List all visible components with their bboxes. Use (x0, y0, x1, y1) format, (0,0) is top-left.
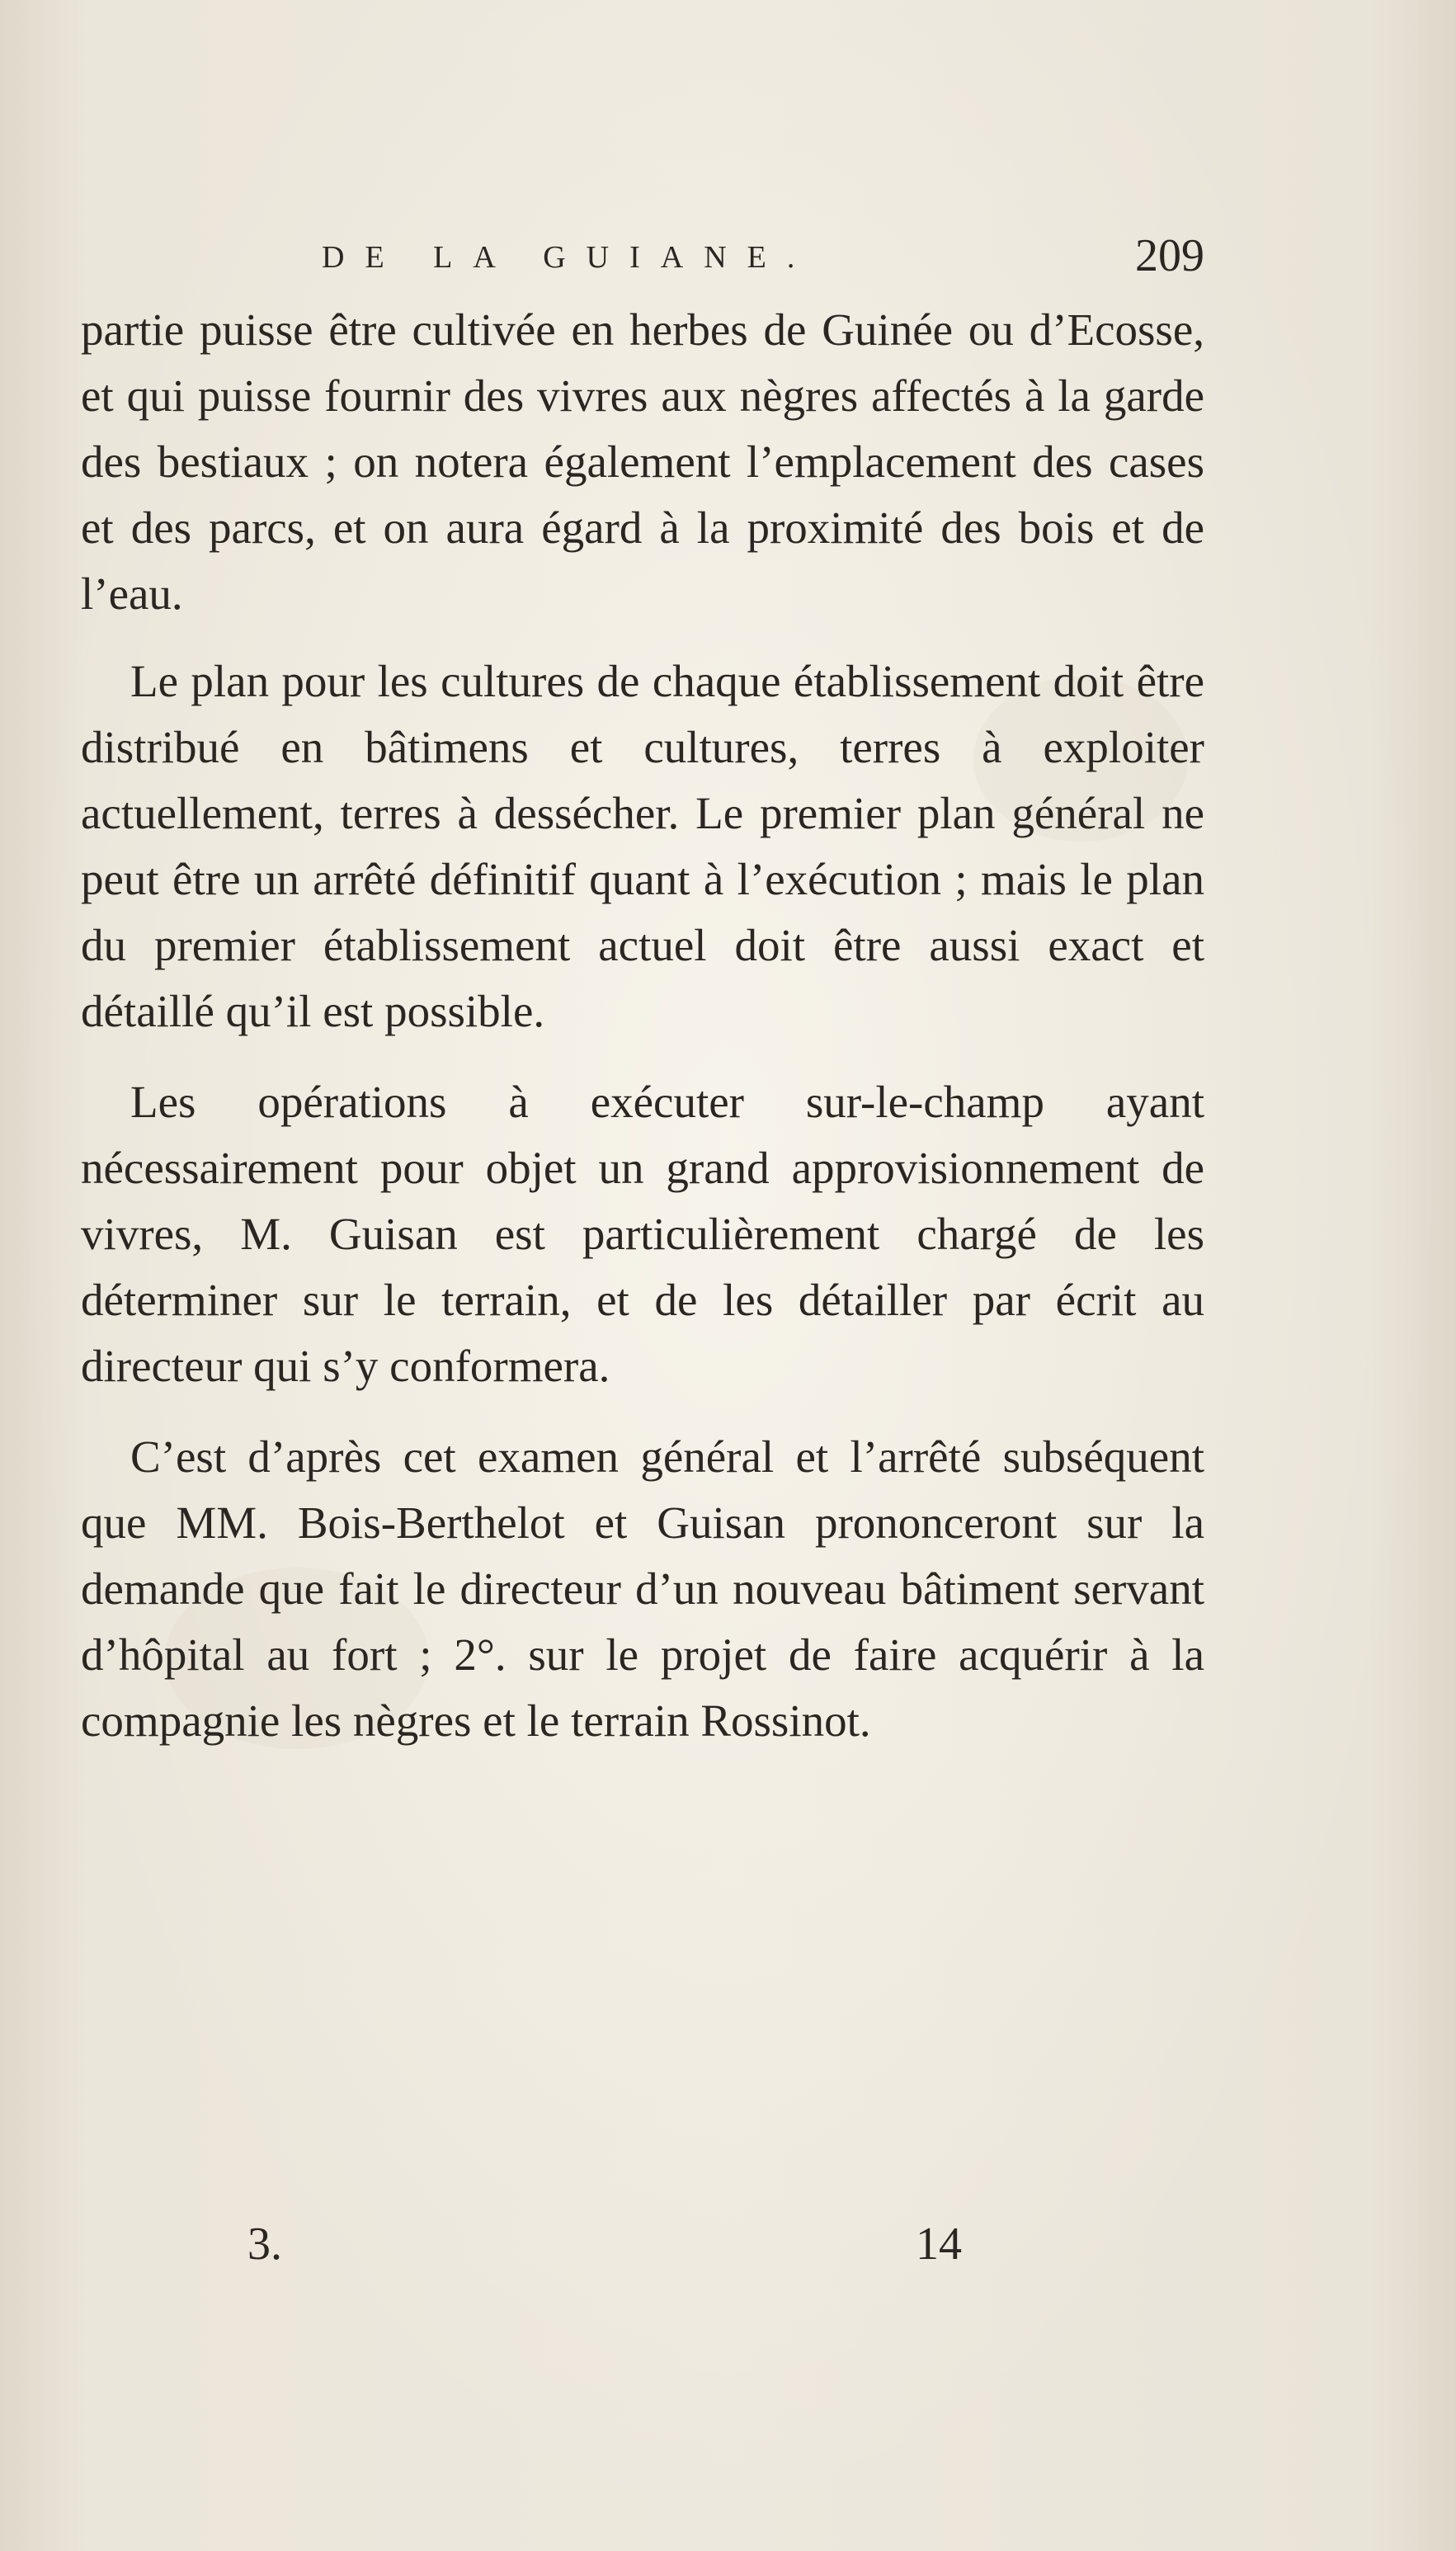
page-footer (247, 2215, 990, 2281)
sheet-number: 14 (916, 2219, 962, 2270)
paragraph: Le plan pour les cultures de chaque établissement doit être distribué en bâtimens et cultures, terres à exploiter actuellement, terres à dessécher. Le premier plan général ne peut être un arrêté définitif quant à l’exécution ; mais le plan du premier établissement actuel doit être aussi exact et détaillé qu’il est possible. (81, 656, 1204, 1036)
running-head (322, 229, 1204, 287)
signature-mark: 3. (247, 2219, 282, 2270)
paragraph: Les opérations à exécuter sur-le-champ ayant nécessairement pour objet un grand approvisionnement de vivres, M. Guisan est particulièrement chargé de les déterminer sur le terrain, et de les détailler par écrit au directeur qui s’y conformera. (81, 1077, 1204, 1391)
paragraph: partie puisse être cultivée en herbes de Guinée ou d’Ecosse, et qui puisse fournir des vivres aux nègres affectés à la garde des bestiaux ; on notera également l’emplacement des cases et des parcs, et on aura égard à la proximité des bois et de l’eau. (81, 304, 1204, 619)
paragraph: C’est d’après cet examen général et l’arrêté subséquent que MM. Bois-Berthelot et Guisan prononceront sur la demande que fait le directeur d’un nouveau bâtiment servant d’hôpital au fort ; 2°. sur le projet de faire acquérir à la compagnie les nègres et le terrain Rossinot. (81, 1431, 1204, 1746)
running-title: DE LA GUIANE. (322, 240, 816, 275)
page-number: 209 (1135, 230, 1204, 281)
body-text (81, 297, 1204, 1779)
